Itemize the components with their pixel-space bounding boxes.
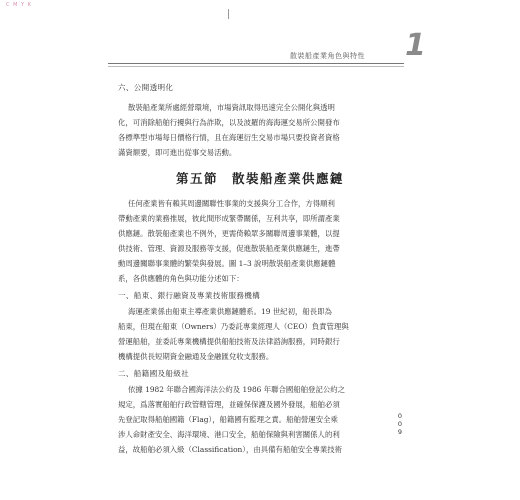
section6-heading: 六、公開透明化 [118,83,174,92]
header-rule [108,63,404,64]
crop-mark [228,9,229,19]
subsection2-heading: 二、船籍國及船級社 [118,369,190,378]
paragraph-line: 各標準型市場每日價格行情，且在海運衍生交易市場只要投資者資格 [118,133,340,142]
paragraph-line: 滿資額要，即可進出從事交易活動。 [118,148,237,157]
paragraph-line: 動周邊關聯事業體的繁榮與發展。圖 1–3 說明散裝船產業供應鏈體 [118,259,336,268]
paragraph-line: 船東，但現在船東（Owners）乃委託專業經理人（CEO）負責管理與 [118,322,349,331]
paragraph-line: 依據 1982 年聯合國海洋法公約及 1986 年聯合國船舶登記公約之 [128,385,346,394]
page-number [396,412,404,436]
page-number-digit: 9 [397,428,403,436]
header-rule-thin [108,66,404,67]
paragraph-line: 機構提供長短期資金融通及金融匯兌收支服務。 [118,352,274,361]
paragraph-line: 供技術、管理、資源及服務等支援，促進散裝船產業供應鏈生，進帶 [118,244,340,253]
paragraph-line: 帶動產業的業務推展，彼此間形成緊帶關係，互利共享，即所謂產業 [118,214,340,223]
subsection1-heading: 一、船東、銀行融資及專業技術服務機構 [118,291,261,300]
paragraph-line: 散裝船產業所處經營環境，市場資訊取得迅速完全公開化與透明 [128,103,335,112]
paragraph-line: 涉人命財產安全、海洋環境、港口安全，船舶保險與利害關係人的利 [118,430,340,439]
page-number-digit: 0 [397,412,403,420]
registration-mark: C M Y K [6,2,32,8]
paragraph-line: 規定，爲落實船舶行政管轄管理，並確保保護及國外發展，船舶必須 [118,400,340,409]
paragraph-line: 化，可消除船舶行擾與行為詐欺，以及波羅的海海運交易所公開發布 [118,118,340,127]
page-number-digit: 0 [397,420,403,428]
paragraph-line: 海運產業係由船東主導產業供應鏈體系。19 世紀初，船長即為 [128,307,332,316]
chapter-number: 1 [405,28,426,63]
paragraph-line: 供應鏈。散裝船產業也不例外，更需倚賴眾多關聯周邊事業體，以提 [118,229,340,238]
paragraph-line: 任何產業皆有賴其周邊關聯性事業的支援與分工合作，方得順利 [128,199,335,208]
paragraph-line: 益，故船舶必須入級（Classification），由具備有船舶安全專業技術 [118,445,343,454]
paragraph-line: 系，各供應體的角色與功能分述如下： [118,274,244,283]
paragraph-line: 營運船舶，並委託專業機構提供船舶技術及法律諮詢服務，同時銀行 [118,337,340,346]
running-header-title: 散裝船產業角色與特性 [290,52,365,60]
paragraph-line: 先登記取得船舶國籍（Flag），船籍國有監理之責。船舶營運安全乘 [118,415,338,424]
section-title: 第五節 散裝船產業供應鏈 [175,171,344,186]
